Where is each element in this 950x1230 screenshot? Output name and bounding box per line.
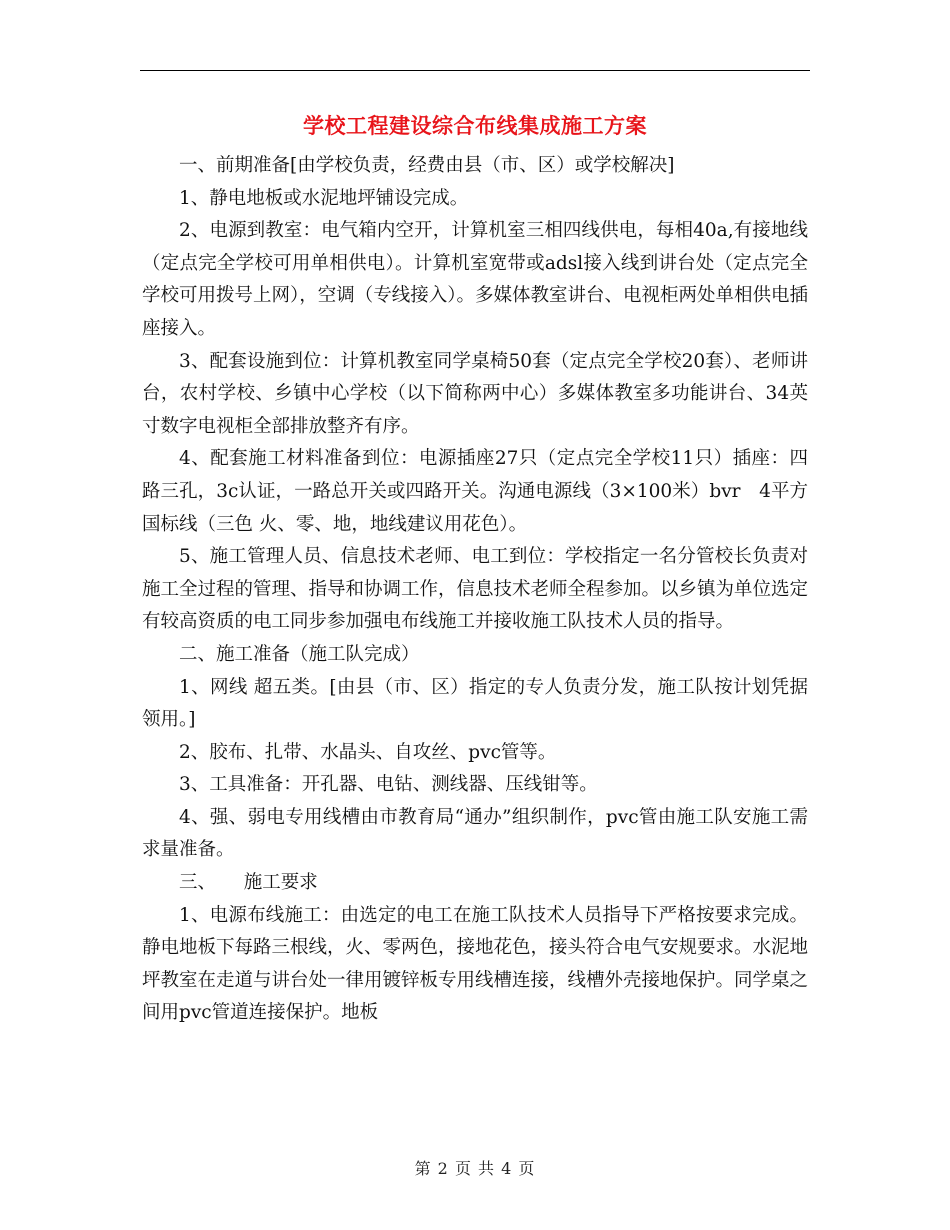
paragraph-2-1: 1、网线 超五类。[由县（市、区）指定的专人负责分发，施工队按计划凭据领用。] bbox=[142, 676, 808, 731]
document-title: 学校工程建设综合布线集成施工方案 bbox=[303, 113, 647, 138]
paragraph-2-4: 4、强、弱电专用线槽由市教育局“通办”组织制作，pvc管由施工队安施工需求量准备。 bbox=[142, 806, 808, 861]
document-body bbox=[142, 150, 808, 1030]
section-heading-3: 三、 施工要求 bbox=[179, 872, 318, 894]
paragraph-3-1: 1、电源布线施工：由选定的电工在施工队技术人员指导下严格按要求完成。静电地板下每路三根线，火、零两色，接地花色，接头符合电气安规要求。水泥地坪教室在走道与讲台处一律用镀锌板专用线槽连接，线槽外壳接地保护。同学桌之间用pvc管道连接保护。地板 bbox=[142, 904, 809, 1024]
paragraph-2-2: 2、胶布、扎带、水晶头、自攻丝、pvc管等。 bbox=[179, 741, 557, 763]
page-number: 第 2 页 共 4 页 bbox=[414, 1159, 536, 1178]
paragraph-1-5: 5、施工管理人员、信息技术老师、电工到位：学校指定一名分管校长负责对施工全过程的管理、指导和协调工作，信息技术老师全程参加。以乡镇为单位选定有较高资质的电工同步参加强电布线施工并接收施工队技术人员的指导。 bbox=[142, 546, 809, 633]
header-rule bbox=[140, 70, 810, 71]
paragraph-1-1: 1、静电地板或水泥地坪铺设完成。 bbox=[179, 187, 469, 209]
paragraph-1-2: 2、电源到教室：电气箱内空开，计算机室三相四线供电，每相40a,有接地线（定点完全学校可用单相供电）。计算机室宽带或adsl接入线到讲台处（定点完全学校可用拨号上网），空调（专线接入）。多媒体教室讲台、电视柜两处单相供电插座接入。 bbox=[142, 220, 809, 339]
paragraph-2-3: 3、工具准备：开孔器、电钻、测线器、压线钳等。 bbox=[179, 774, 598, 796]
section-heading-2: 二、施工准备（施工队完成） bbox=[179, 643, 420, 665]
paragraph-1-4: 4、配套施工材料准备到位：电源插座27只（定点完全学校11只）插座：四路三孔，3c认证，一路总开关或四路开关。沟通电源线（3×100米）bvr 4平方国标线（三色 火、零、地，地线建议用花色）。 bbox=[142, 448, 808, 535]
paragraph-1-3: 3、配套设施到位：计算机教室同学桌椅50套（定点完全学校20套）、老师讲台，农村学校、乡镇中心学校（以下简称两中心）多媒体教室多功能讲台、34英寸数字电视柜全部排放整齐有序。 bbox=[142, 350, 808, 437]
section-heading-1: 一、前期准备[由学校负责，经费由县（市、区）或学校解决] bbox=[179, 155, 675, 176]
